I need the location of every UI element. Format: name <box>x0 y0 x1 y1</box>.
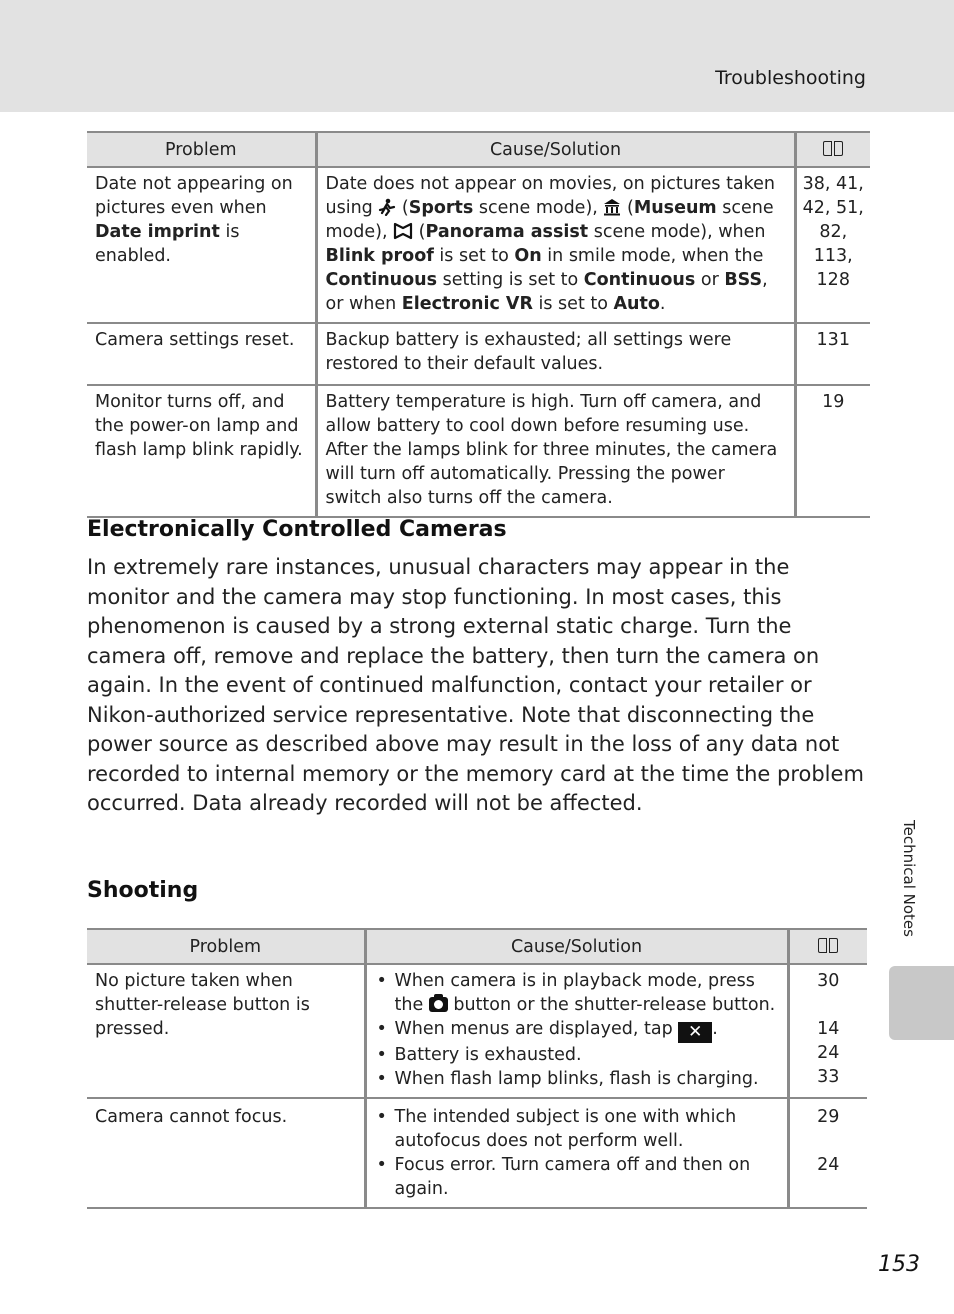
page-number: 153 <box>878 1252 920 1277</box>
list-item: • When menus are displayed, tap ✕ . <box>375 1017 779 1043</box>
sports-mode-icon <box>378 198 396 216</box>
cause-solution-cell: Date does not appear on movies, on pictures taken using (Sports scene mode), (Museum scene mode), (Panorama assist scene mode), when Blink proof is set to On in smile mode, when the Continuous setting is set to Continuous or BSS, or when Electronic VR is set to Auto. <box>316 167 795 323</box>
problem-cell: Camera settings reset. <box>87 323 316 385</box>
reference-page-cell: 30 14 24 33 <box>788 964 867 1098</box>
cause-solution-cell: Battery temperature is high. Turn off camera, and allow battery to cool down before resuming use. After the lamps blink for three minutes, the camera will turn off automatically. Pressing the power switch also turns off the camera. <box>316 385 795 517</box>
reference-page-cell: 38, 41, 42, 51, 82, 113, 128 <box>795 167 870 323</box>
list-item: • Focus error. Turn camera off and then on again. <box>375 1153 779 1201</box>
bullet-list <box>375 1105 779 1201</box>
troubleshooting-table-display <box>87 131 870 518</box>
panorama-assist-icon <box>393 222 413 240</box>
cause-solution-cell <box>365 1098 788 1208</box>
section-heading-shooting: Shooting <box>87 878 199 903</box>
shooting-table <box>87 928 867 1209</box>
table-header-row <box>87 132 870 167</box>
side-tab-marker <box>889 966 954 1040</box>
table-row <box>87 167 870 323</box>
museum-mode-icon <box>603 198 621 216</box>
book-reference-icon <box>822 141 844 157</box>
cause-solution-cell: Backup battery is exhausted; all settings were restored to their default values. <box>316 323 795 385</box>
list-item: • The intended subject is one with which autofocus does not perform well. <box>375 1105 779 1153</box>
problem-cell: Monitor turns off, and the power-on lamp and flash lamp blink rapidly. <box>87 385 316 517</box>
table-row <box>87 964 867 1098</box>
list-item: • When flash lamp blinks, flash is charging. <box>375 1067 779 1091</box>
list-item: • Battery is exhausted. <box>375 1043 779 1067</box>
book-reference-icon <box>817 938 839 954</box>
problem-cell: No picture taken when shutter-release button is pressed. <box>87 964 365 1098</box>
x-close-icon: ✕ <box>678 1022 712 1043</box>
reference-page-cell: 19 <box>795 385 870 517</box>
section-heading-electronically-controlled-cameras: Electronically Controlled Cameras <box>87 517 507 542</box>
reference-page-cell: 131 <box>795 323 870 385</box>
bullet-list <box>375 969 779 1091</box>
side-tab-label: Technical Notes <box>900 820 918 937</box>
table-row <box>87 385 870 517</box>
problem-cell: Date not appearing on pictures even when Date imprint is enabled. <box>87 167 316 323</box>
column-header-cause-solution: Cause/Solution <box>365 929 788 964</box>
page-header-title: Troubleshooting <box>715 67 866 89</box>
table-header-row <box>87 929 867 964</box>
table-row <box>87 1098 867 1208</box>
header-band <box>0 0 954 112</box>
section-body-text: In extremely rare instances, unusual characters may appear in the monitor and the camera may stop functioning. In most cases, this phenomenon is caused by a strong external static charge. Turn the camera off, remove and replace the battery, then turn the camera on again. In the event of continued malfunction, contact your retailer or Nikon-authorized service representative. Note that disconnecting the power source as described above may result in the loss of any data not recorded to internal memory or the memory card at the time the problem occurred. Data already recorded will not be affected. <box>87 555 864 815</box>
cause-solution-cell <box>365 964 788 1098</box>
problem-cell: Camera cannot focus. <box>87 1098 365 1208</box>
table-row <box>87 323 870 385</box>
column-header-cause-solution: Cause/Solution <box>316 132 795 167</box>
reference-page-cell: 29 24 <box>788 1098 867 1208</box>
column-header-reference <box>788 929 867 964</box>
column-header-reference <box>795 132 870 167</box>
camera-shooting-icon <box>429 997 448 1012</box>
column-header-problem: Problem <box>87 929 365 964</box>
column-header-problem: Problem <box>87 132 316 167</box>
list-item: • When camera is in playback mode, press the button or the shutter-release button. <box>375 969 779 1017</box>
